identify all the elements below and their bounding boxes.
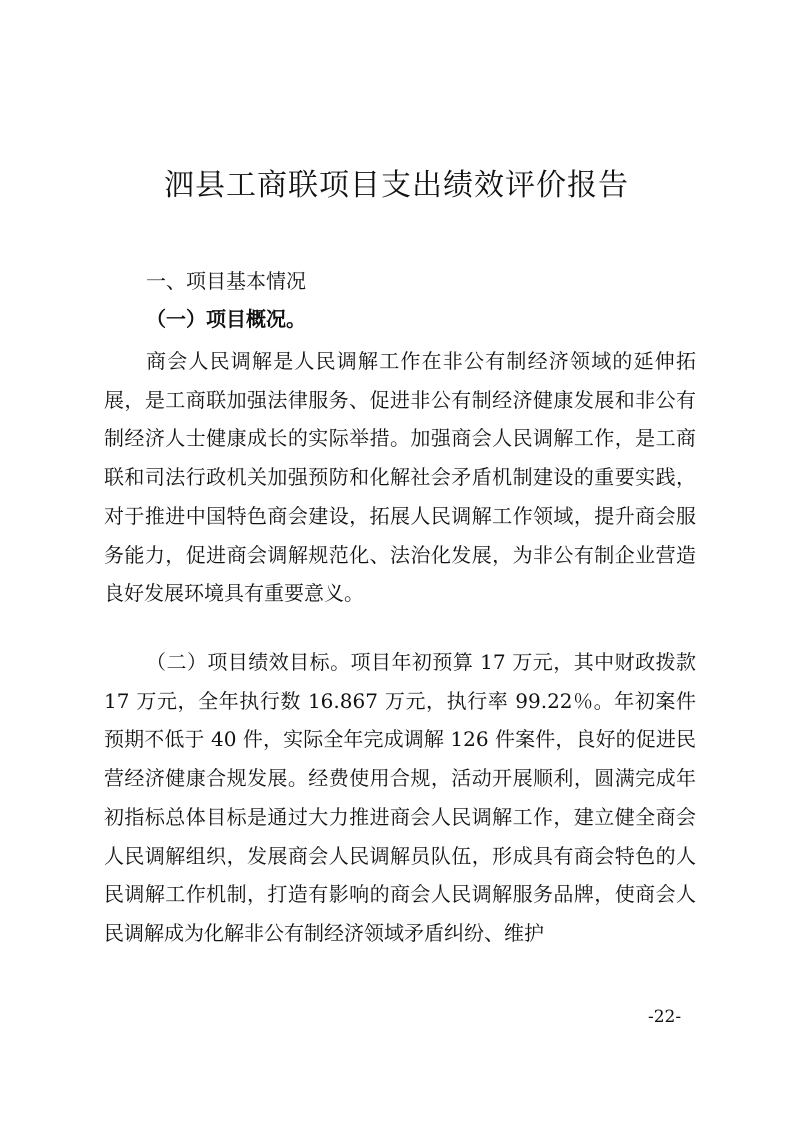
paragraph-performance-goals: （二）项目绩效目标。项目年初预算 17 万元，其中财政拨款 17 万元，全年执行数 16.867 万元，执行率 99.22％。年初案件预期不低于 40 件，实际全年完成调解 126 件案件，良好的促进民营经济健康合规发展。经费使用合规，活动开展顺利，圆满完成年初指标总体目标是通过大力推进商会人民调解工作，建立健全商会人民调解组织，发展商会人民调解员队伍，形成具有商会特色的人民调解工作机制，打造有影响的商会人民调解服务品牌，使商会人民调解成为化解非公有制经济领域矛盾纠纷、维护 (104, 650, 696, 945)
report-title: 泗县工商联项目支出绩效评价报告 (164, 168, 629, 203)
section-heading: 一、项目基本情况 (146, 269, 306, 293)
paragraph-overview: 商会人民调解是人民调解工作在非公有制经济领域的延伸拓展，是工商联加强法律服务、促进非公有制经济健康发展和非公有制经济人士健康成长的实际举措。加强商会人民调解工作，是工商联和司法行政机关加强预防和化解社会矛盾机制建设的重要实践，对于推进中国特色商会建设，拓展人民调解工作领域，提升商会服务能力，促进商会调解规范化、法治化发展，为非公有制企业营造良好发展环境具有重要意义。 (104, 349, 696, 606)
subsection-heading: （一）项目概况。 (146, 307, 306, 331)
page-number: -22- (648, 1007, 682, 1027)
